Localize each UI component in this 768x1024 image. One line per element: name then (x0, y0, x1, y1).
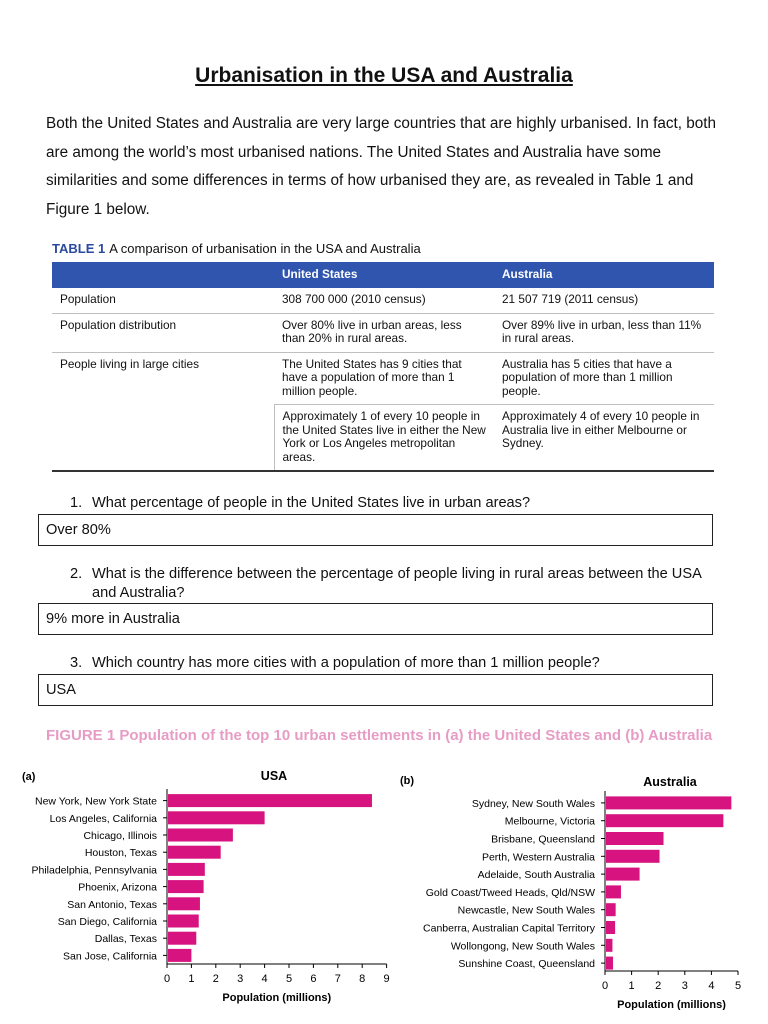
question-1 (70, 494, 720, 513)
chart-x-axis-label: Population (millions) (617, 999, 726, 1010)
chart-bar (606, 921, 615, 934)
chart-x-axis-label: Population (millions) (222, 992, 332, 1004)
chart-x-tick-label: 0 (163, 973, 171, 985)
table-cell-us: Approximately 1 of every 10 people in the United States live in either the New York or Los Angeles metropolitan areas. (274, 405, 494, 472)
chart-title: USA (260, 769, 288, 783)
chart-x-tick-label: 9 (383, 973, 390, 985)
chart-category-label: Philadelphia, Pennsylvania (31, 864, 157, 877)
chart-panel-label: (a) (22, 771, 36, 783)
question-3 (70, 654, 720, 673)
question-number: 1. (70, 495, 83, 511)
chart-x-tick-label: 2 (212, 973, 219, 985)
table-cell-us: Over 80% live in urban areas, less than 20% in rural areas. (274, 313, 494, 352)
chart-category-label: San Diego, California (57, 916, 157, 928)
table-cell-au: Approximately 4 of every 10 people in Australia live in either Melbourne or Sydney. (494, 405, 714, 472)
chart-panel-label: (b) (400, 775, 415, 787)
chart-x-tick-label: 1 (628, 980, 635, 992)
chart-category-label: San Antonio, Texas (67, 898, 157, 911)
chart-bar (606, 903, 616, 916)
chart-bar (168, 915, 199, 928)
table-row-label: People living in large cities (52, 352, 274, 471)
chart-bar (606, 832, 664, 845)
chart-bar (606, 814, 723, 827)
chart-category-label: Canberra, Australian Capital Territory (423, 922, 595, 935)
chart-category-label: Sydney, New South Wales (471, 797, 595, 810)
page-title: Urbanisation in the USA and Australia (195, 64, 573, 87)
figure-title: FIGURE 1 Population of the top 10 urban settlements in (a) the United States and (b) Australia (46, 727, 713, 744)
table-row-label: Population distribution (52, 313, 274, 352)
answer-box-1[interactable]: Over 80% (38, 514, 713, 546)
population-bar-charts (0, 765, 768, 1010)
question-number: 3. (70, 655, 83, 671)
chart-title: Australia (643, 775, 697, 789)
table-row (52, 313, 714, 352)
chart-bar (168, 794, 372, 807)
chart-category-label: Gold Coast/Tweed Heads, Qld/NSW (425, 886, 595, 899)
intro-paragraph: Both the United States and Australia are very large countries that are highly urbanised. In fact, both are among the world’s most urbanised nations. The United States and Australia have some similarities and some differences in terms of how urbanised they are, as revealed in Table 1 and Figure 1 below. (46, 115, 717, 218)
table-caption (52, 241, 421, 256)
chart-category-label: Houston, Texas (84, 847, 157, 860)
table-cell-au: Australia has 5 cities that have a population of more than 1 million people. (494, 352, 714, 405)
chart-category-label: Sunshine Coast, Queensland (458, 958, 595, 971)
chart-bar (606, 939, 612, 952)
chart-x-tick-label: 8 (359, 973, 366, 985)
chart-bar (606, 796, 731, 809)
chart-x-tick-label: 4 (708, 980, 715, 992)
answer-box-2[interactable]: 9% more in Australia (38, 603, 713, 635)
chart-bar (168, 846, 221, 859)
chart-x-tick-label: 5 (285, 973, 293, 985)
chart-category-label: Los Angeles, California (49, 812, 157, 825)
chart-bar (606, 957, 613, 970)
chart-category-label: Melbourne, Victoria (504, 815, 595, 828)
chart-category-label: New York, New York State (35, 795, 157, 808)
chart-bar (168, 932, 196, 945)
chart-x-tick-label: 0 (601, 980, 609, 992)
question-text: Which country has more cities with a population of more than 1 million people? (92, 655, 600, 671)
table-header-us: United States (274, 262, 494, 288)
chart-bar (606, 850, 660, 863)
table-cell-us: 308 700 000 (2010 census) (274, 288, 494, 313)
comparison-table (52, 262, 714, 472)
table-label: TABLE 1 (52, 241, 106, 256)
table-header-empty (52, 262, 274, 288)
chart-x-tick-label: 2 (655, 980, 662, 992)
table-header-row (52, 262, 714, 288)
table-caption-text: A comparison of urbanisation in the USA and Australia (109, 241, 421, 256)
chart-x-tick-label: 3 (237, 973, 244, 985)
chart-bar (168, 829, 233, 842)
chart-category-label: Phoenix, Arizona (78, 881, 157, 894)
table-cell-au: Over 89% live in urban, less than 11% in rural areas. (494, 313, 714, 352)
chart-bar (168, 811, 265, 824)
chart-category-label: Adelaide, South Australia (477, 869, 595, 882)
chart-category-label: Brisbane, Queensland (491, 833, 595, 846)
chart-x-tick-label: 7 (334, 973, 341, 985)
question-text: What percentage of people in the United States live in urban areas? (92, 495, 531, 511)
chart-bar (606, 885, 621, 898)
chart-bar (168, 880, 204, 893)
chart-bar (168, 949, 191, 962)
question-2 (70, 565, 720, 602)
question-number: 2. (70, 566, 83, 582)
question-text: What is the difference between the percentage of people living in rural areas between the USA and Australia? (92, 566, 701, 601)
chart-x-tick-label: 4 (261, 973, 268, 985)
table-row-label: Population (52, 288, 274, 313)
answer-box-3[interactable]: USA (38, 674, 713, 706)
table-row (52, 288, 714, 313)
table-row (52, 352, 714, 405)
chart-bar (168, 863, 205, 876)
chart-x-tick-label: 1 (188, 973, 195, 985)
chart-x-tick-label: 6 (310, 973, 317, 985)
chart-category-label: Dallas, Texas (94, 933, 157, 946)
chart-category-label: San Jose, California (63, 950, 157, 963)
chart-category-label: Newcastle, New South Wales (457, 904, 595, 917)
chart-category-label: Perth, Western Australia (481, 851, 595, 864)
table-cell-au: 21 507 719 (2011 census) (494, 288, 714, 313)
table-header-au: Australia (494, 262, 714, 288)
chart-x-tick-label: 5 (734, 980, 742, 992)
chart-x-tick-label: 3 (681, 980, 688, 992)
chart-category-label: Chicago, Illinois (83, 830, 157, 842)
chart-bar (168, 897, 200, 910)
chart-category-label: Wollongong, New South Wales (450, 940, 595, 953)
chart-bar (606, 868, 640, 881)
table-cell-us: The United States has 9 cities that have a population of more than 1 million people. (274, 352, 494, 405)
